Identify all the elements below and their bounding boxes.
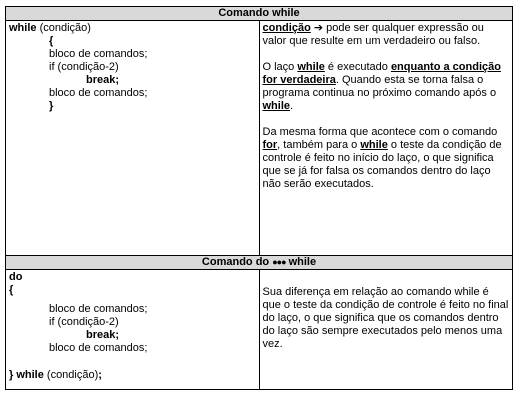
while-desc-paragraph-3: Da mesma forma que acontece com o comando for, também para o while o teste da condição de controle é feito no início do laço, o que significa que se já for falsa os comandos dentro do laço não serão executados. [262, 126, 502, 190]
while-code-open-brace: { [49, 35, 54, 47]
while-keyword: while [9, 22, 37, 34]
do-while-section-header: Comando do ●●● while [6, 256, 513, 270]
while-desc-paragraph-1: condição ➔ pode ser qualquer expressão ou valor que resulte em um verdadeiro ou falso. [262, 22, 484, 47]
while-description-cell [259, 21, 513, 256]
do-code-break: break; [86, 329, 120, 341]
commands-table [5, 6, 513, 390]
do-while-code-cell [6, 270, 260, 390]
while-code-cell [6, 21, 260, 256]
while-code-close-brace: } [49, 100, 54, 112]
bullets-icon: ●●● [272, 257, 286, 267]
while-code-if: if (condição-2) [49, 61, 119, 73]
while-section-header [6, 7, 513, 21]
do-code-while-line: } while (condição); [9, 369, 102, 381]
while-code-line-1 [9, 22, 256, 35]
while-code-block-2: bloco de comandos; [49, 87, 148, 99]
while-header-text: Comando while [218, 7, 300, 19]
do-code-if: if (condição-2) [49, 316, 119, 328]
while-code-break: break; [86, 74, 120, 86]
do-code-open-brace: { [9, 284, 14, 296]
while-condition: (condição) [36, 22, 91, 34]
while-code-block-1: bloco de comandos; [49, 48, 148, 60]
arrow-icon: ➔ [313, 22, 324, 34]
do-while-description-cell [259, 270, 513, 390]
while-desc-paragraph-2: O laço while é executado enquanto a condição for verdadeira. Quando esta se torna falsa o programa continua no próximo comando após o while. [262, 61, 501, 112]
do-code-block-2: bloco de comandos; [49, 342, 148, 354]
do-while-desc-paragraph: Sua diferença em relação ao comando while é que o teste da condição de controle é feito no final do laço, o que significa que os comandos dentro do laço são sempre executados pelo menos uma vez. [262, 286, 509, 350]
do-code-block-1: bloco de comandos; [49, 303, 148, 315]
do-keyword: do [9, 271, 23, 283]
